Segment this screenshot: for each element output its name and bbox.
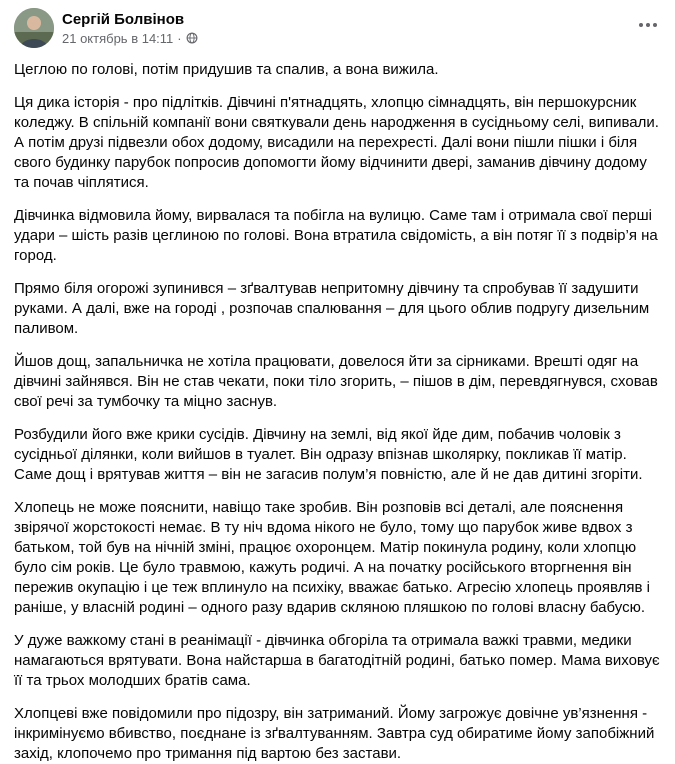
post-paragraph: Розбудили його вже крики сусідів. Дівчину на землі, від якої йде дим, побачив чоловік з сусідньої ділянки, коли вийшов в туалет. Він одразу впізнав школярку, покликав її матір. Саме дощ і врятував життя – він не загасив полум’я повністю, але й не дав дитині згоріти.: [14, 426, 643, 483]
post-header: [14, 8, 661, 48]
post-paragraph: Цеглою по голові, потім придушив та спалив, а вона вижила.: [14, 61, 439, 78]
author-name[interactable]: Сергій Болвінов: [62, 10, 185, 28]
post-paragraph: Прямо біля огорожі зупинився – зґвалтував непритомну дівчину та спробував її задушити руками. А далі, вже на городі , розпочав спалювання – для цього облив подругу дизельним паливом.: [14, 280, 650, 337]
post-paragraph: Хлопцеві вже повідомили про підозру, він затриманий. Йому загрожує довічне ув’язнення - інкримінуємо вбивство, поєднане із зґвалтуванням. Завтра суд обиратиме йому запобіжний захід, клопочемо про тримання під вартою без застави.: [14, 705, 655, 762]
more-options-button[interactable]: [635, 12, 661, 38]
post-body: [14, 60, 661, 764]
more-horizontal-icon: [638, 22, 658, 28]
post-subline: [62, 30, 198, 47]
meta-separator: ·: [177, 30, 182, 46]
post-paragraph: Ця дика історія - про підлітків. Дівчині п'ятнадцять, хлопцю сімнадцять, він першокурсник коледжу. В спільній компанії вони святкували день народження в сусідньому селі, випивали. А потім друзі підвезли обох додому, висадили на перехресті. Далі вони пішли пішки і біля свого будинку парубок попросив допомогти йому відчинити двері, заманив дівчину додому та почав чіплятися.: [14, 94, 659, 191]
post-paragraph: Йшов дощ, запальничка не хотіла працювати, довелося йти за сірниками. Врешті одяг на дівчині зайнявся. Він не став чекати, поки тіло згорить, – пішов в дім, перевдягнувся, сховав свої речі за тумбочку та міцно заснув.: [14, 353, 658, 410]
post-meta: [62, 10, 198, 47]
avatar-image: [14, 8, 54, 48]
post-paragraph: У дуже важкому стані в реанімації - дівчинка обгоріла та отримала важкі травми, медики намагаються врятувати. Вона найстарша в багатодітній родині, батько помер. Мама виховує її та трьох молодших братів сама.: [14, 632, 660, 689]
post-paragraph: Хлопець не може пояснити, навіщо таке зробив. Він розповів всі деталі, але пояснення звірячої жорстокості немає. В ту ніч вдома нікого не було, тому що парубок живе вдвох з батьком, той був на нічній зміні, працює охоронцем. Матір покинула родину, коли хлопцю було сім років. Це було травмою, кажуть родичі. А на початку російського вторгнення він пережив окупацію і це теж вплинуло на психіку, вважає батько. Агресію хлопець проявляв і раніше, у власній родині – одного разу вдарив скляною пляшкою по голові власну бабусю.: [14, 499, 650, 616]
globe-icon[interactable]: [186, 32, 198, 44]
post-paragraph: Дівчинка відмовила йому, вирвалася та побігла на вулицю. Саме там і отримала свої перші удари – шість разів цеглиною по голові. Вона втратила свідомість, а він потяг її з подвір’я на город.: [14, 207, 658, 264]
post-timestamp[interactable]: 21 октябрь в 14:11: [62, 30, 174, 46]
avatar[interactable]: [14, 8, 54, 48]
